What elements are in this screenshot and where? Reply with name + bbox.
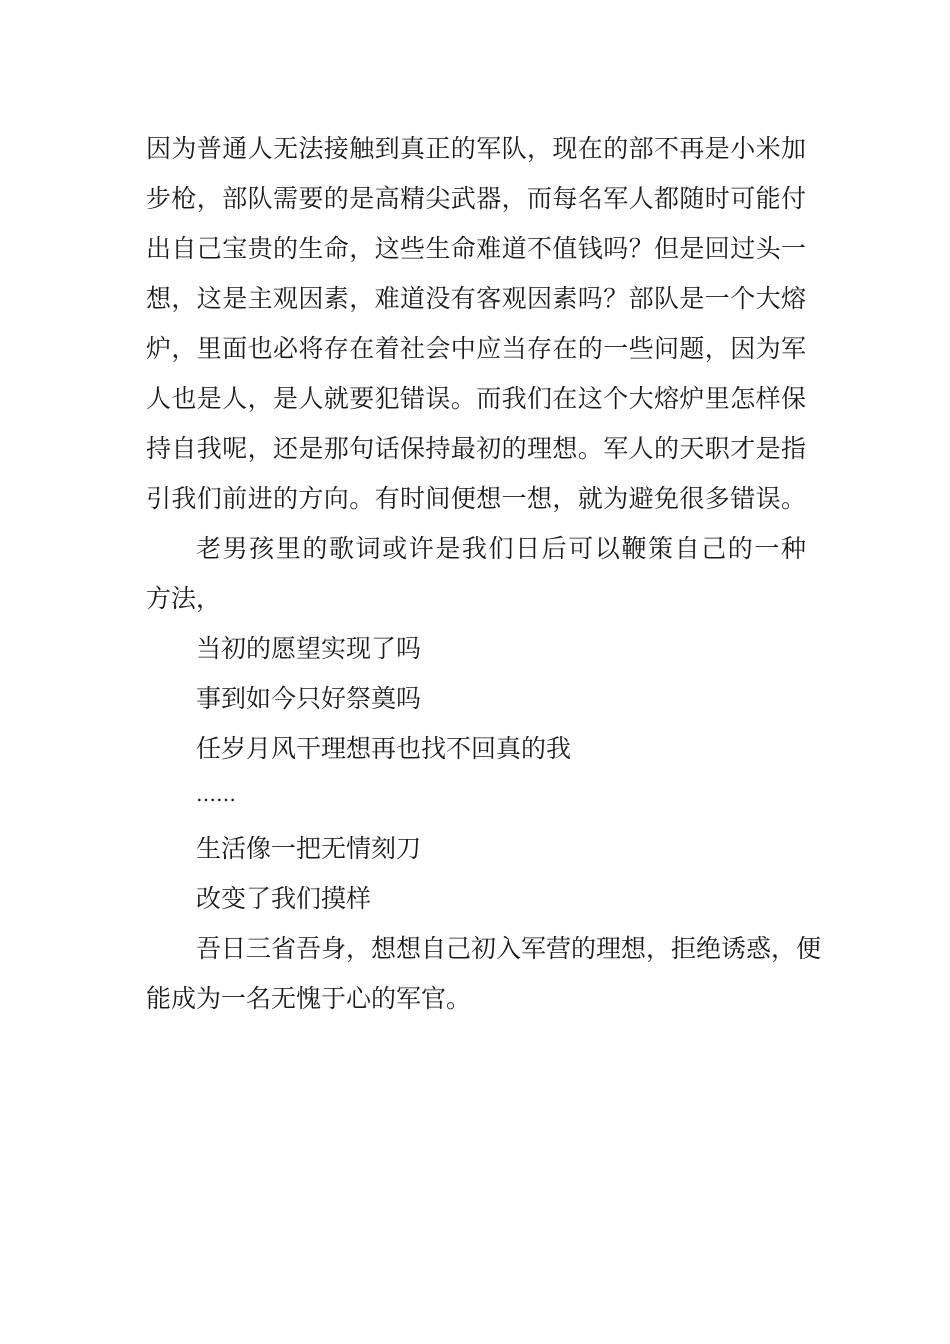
paragraph-1-line-8: 引我们前进的方向。有时间便想一想，就为避免很多错误。	[146, 484, 806, 513]
paragraph-2-line-2: 方法，	[146, 584, 222, 613]
paragraph-1-line-7: 持自我呢，还是那句话保持最初的理想。军人的天职才是指	[146, 434, 806, 463]
lyric-line-5: 生活像一把无情刻刀	[196, 834, 422, 863]
lyric-line-3: 任岁月风干理想再也找不回真的我	[196, 734, 572, 763]
lyric-ellipsis: ……	[196, 782, 236, 806]
paragraph-1-line-2: 步枪，部队需要的是高精尖武器，而每名军人都随时可能付	[146, 184, 806, 213]
paragraph-1-line-1: 因为普通人无法接触到真正的军队，现在的部不再是小米加	[146, 134, 806, 163]
paragraph-2-line-1: 老男孩里的歌词或许是我们日后可以鞭策自己的一种	[196, 534, 806, 563]
paragraph-3-line-2: 能成为一名无愧于心的军官。	[146, 984, 472, 1013]
paragraph-1-line-5: 炉，里面也必将存在着社会中应当存在的一些问题，因为军	[146, 334, 806, 363]
lyric-line-2: 事到如今只好祭奠吗	[196, 684, 422, 713]
paragraph-1-line-6: 人也是人，是人就要犯错误。而我们在这个大熔炉里怎样保	[146, 384, 806, 413]
paragraph-3-line-1: 吾日三省吾身，想想自己初入军营的理想，拒绝诱惑，便	[196, 934, 822, 963]
lyric-line-6: 改变了我们摸样	[196, 884, 372, 913]
lyric-line-1: 当初的愿望实现了吗	[196, 634, 422, 663]
paragraph-1-line-4: 想，这是主观因素，难道没有客观因素吗？部队是一个大熔	[146, 284, 806, 313]
paragraph-1-line-3: 出自己宝贵的生命，这些生命难道不值钱吗？但是回过头一	[146, 234, 806, 263]
